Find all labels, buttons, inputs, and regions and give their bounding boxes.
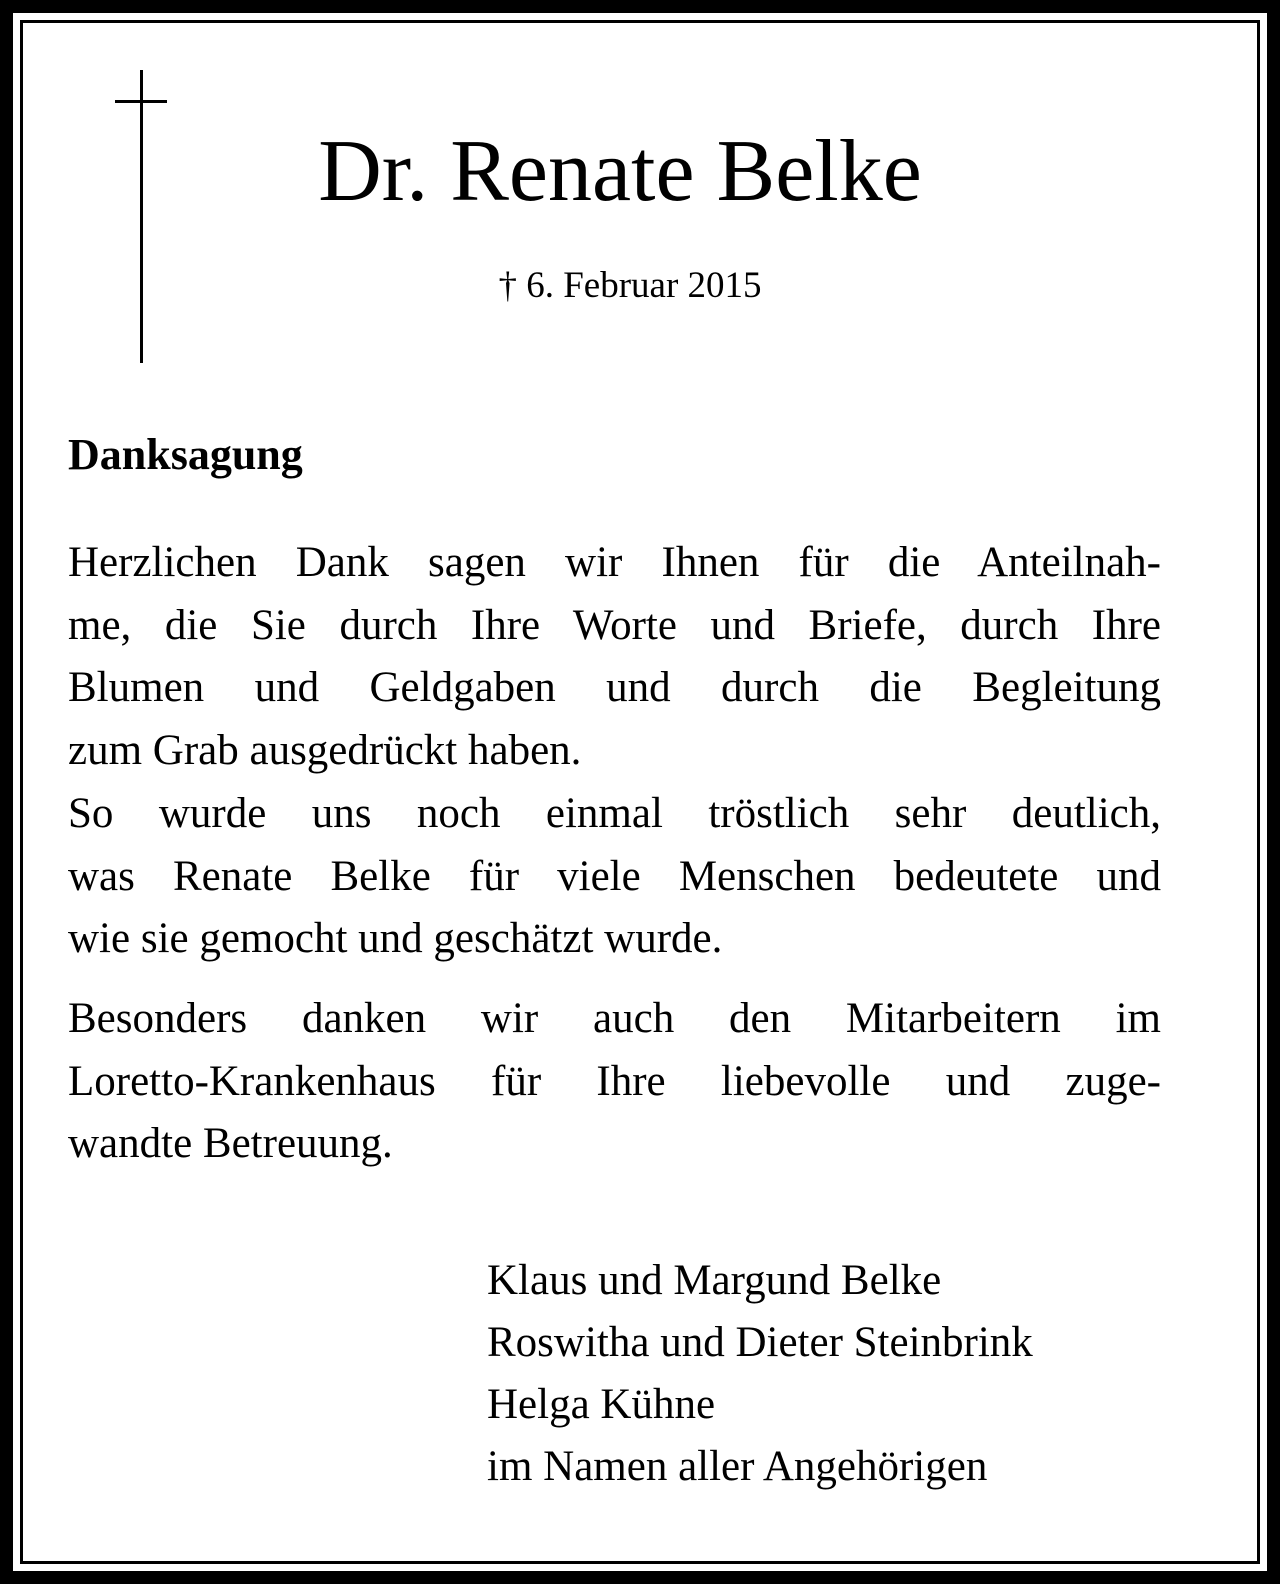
cross-icon-vertical-bar (140, 70, 143, 363)
paragraph-line: me, die Sie durch Ihre Worte und Briefe, durch Ihre (68, 601, 1161, 649)
thanks-paragraph-2 (68, 783, 1161, 971)
signature-line: Roswitha und Dieter Steinbrink (487, 1319, 1033, 1366)
paragraph-line: wie sie gemocht und geschätzt wurde. (68, 915, 723, 962)
deceased-name: Dr. Renate Belke (318, 123, 922, 220)
cross-icon-horizontal-bar (115, 100, 167, 103)
signature-line: Helga Kühne (487, 1381, 716, 1428)
paragraph-line: Loretto-Krankenhaus für Ihre liebevolle und zuge- (68, 1057, 1161, 1105)
paragraph-line: wandte Betreuung. (68, 1120, 393, 1167)
thanks-paragraph-1 (68, 532, 1161, 782)
signature-line: Klaus und Margund Belke (487, 1257, 942, 1304)
death-date: † 6. Februar 2015 (498, 265, 762, 306)
paragraph-line: zum Grab ausgedrückt haben. (68, 726, 582, 774)
signature-line: im Namen aller Angehörigen (487, 1443, 988, 1490)
paragraph-line: was Renate Belke für viele Menschen bedeutete und (68, 852, 1161, 900)
paragraph-line: Blumen und Geldgaben und durch die Begleitung (68, 664, 1161, 711)
notice-heading: Danksagung (68, 430, 303, 479)
paragraph-line: Herzlichen Dank sagen wir Ihnen für die Anteilnah- (68, 539, 1161, 586)
paragraph-line: Besonders danken wir auch den Mitarbeitern im (68, 995, 1161, 1042)
thanks-paragraph-3 (68, 988, 1161, 1176)
paragraph-line: So wurde uns noch einmal tröstlich sehr deutlich, (68, 790, 1161, 837)
signature-block (487, 1250, 1033, 1498)
